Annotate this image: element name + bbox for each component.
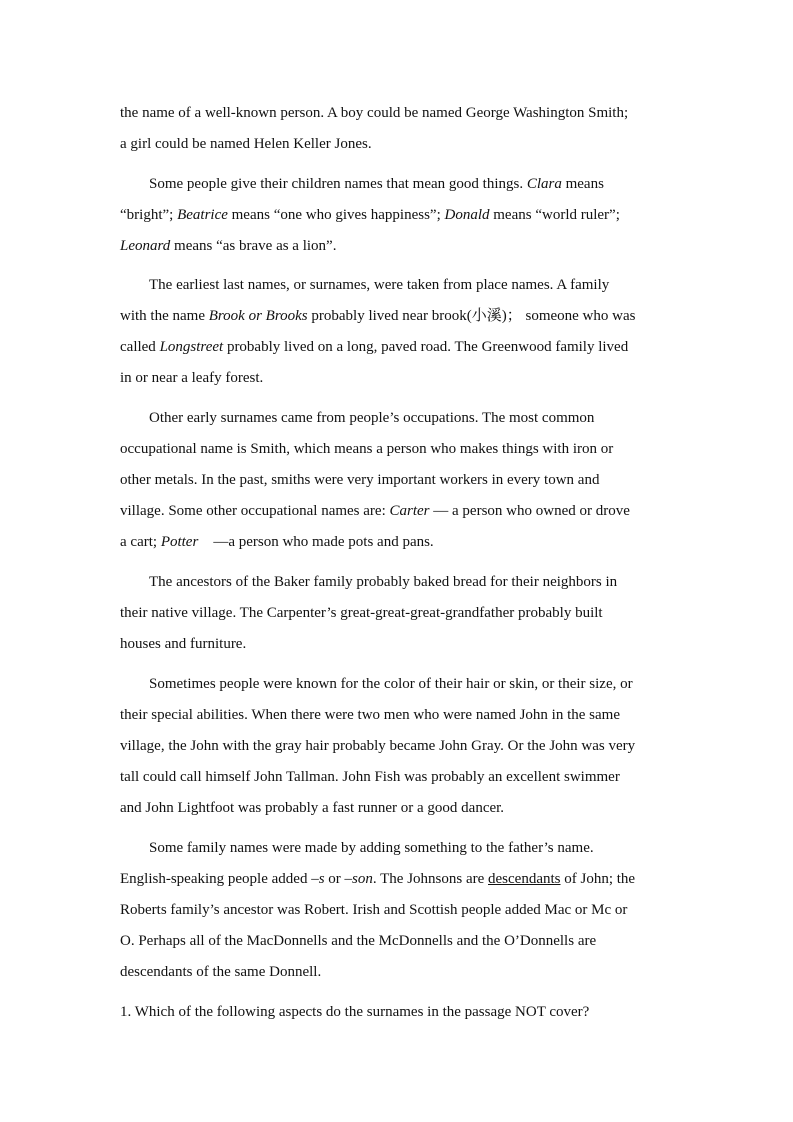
- text-line: [120, 237, 336, 255]
- text-line: [120, 307, 635, 325]
- text-line: houses and furniture.: [120, 636, 247, 652]
- name-clara: Clara: [526, 176, 562, 192]
- text-run: . The Johnsons are: [372, 871, 489, 887]
- text-run: or: [324, 871, 345, 887]
- name-potter: Potter: [160, 534, 199, 550]
- text-run: means “one who gives happiness”;: [227, 207, 445, 223]
- text-line: Sometimes people were known for the color of their hair or skin, or their size, or: [149, 676, 633, 692]
- text-run: Some people give their children names that mean good things.: [149, 176, 527, 192]
- text-line: their special abilities. When there were two men who were named John in the same: [120, 707, 620, 723]
- text-line: Roberts family’s ancestor was Robert. Irish and Scottish people added Mac or Mc or: [120, 902, 628, 918]
- text-run: probably lived near brook(小溪)； someone who was: [307, 308, 636, 324]
- text-line: in or near a leafy forest.: [120, 370, 264, 386]
- text-run: means “as brave as a lion”.: [170, 238, 337, 254]
- name-beatrice: Beatrice: [177, 207, 228, 223]
- text-line: other metals. In the past, smiths were very important workers in every town and: [120, 472, 600, 488]
- text-run: English-speaking people added: [120, 871, 312, 887]
- name-brook: Brook or Brooks: [208, 308, 308, 324]
- suffix-son: –son: [344, 871, 373, 887]
- text-line: descendants of the same Donnell.: [120, 964, 322, 980]
- text-line: their native village. The Carpenter’s great-great-great-grandfather probably built: [120, 605, 603, 621]
- text-line: [120, 533, 434, 551]
- text-line: Other early surnames came from people’s occupations. The most common: [149, 410, 595, 426]
- name-leonard: Leonard: [120, 238, 171, 254]
- question-text: 1. Which of the following aspects do the surnames in the passage NOT cover?: [120, 1004, 590, 1020]
- underlined-word-descendants: descendants: [488, 871, 561, 887]
- text-run: “bright”;: [120, 207, 178, 223]
- text-run: — a person who owned or drove: [429, 503, 630, 519]
- text-line: a girl could be named Helen Keller Jones.: [120, 136, 372, 152]
- text-run: means: [561, 176, 604, 192]
- text-line: [120, 338, 628, 356]
- text-line: [120, 502, 630, 520]
- suffix-s: –s: [311, 871, 325, 887]
- name-carter: Carter: [389, 503, 430, 519]
- text-run: with the name: [120, 308, 209, 324]
- text-run: —a person who made pots and pans.: [198, 534, 434, 550]
- text-line: occupational name is Smith, which means a person who makes things with iron or: [120, 441, 614, 457]
- text-line: [149, 175, 604, 193]
- text-line: The earliest last names, or surnames, were taken from place names. A family: [149, 277, 610, 293]
- text-run: called: [120, 339, 160, 355]
- text-run: means “world ruler”;: [489, 207, 620, 223]
- name-donald: Donald: [444, 207, 490, 223]
- text-run: probably lived on a long, paved road. The Greenwood family lived: [223, 339, 629, 355]
- text-run: village. Some other occupational names are:: [120, 503, 390, 519]
- text-line: Some family names were made by adding something to the father’s name.: [149, 840, 594, 856]
- text-line: village, the John with the gray hair probably became John Gray. Or the John was very: [120, 738, 636, 754]
- text-line: and John Lightfoot was probably a fast runner or a good dancer.: [120, 800, 505, 816]
- text-line: the name of a well-known person. A boy could be named George Washington Smith;: [120, 105, 629, 121]
- text-run: a cart;: [120, 534, 161, 550]
- text-run: of John; the: [560, 871, 636, 887]
- name-longstreet: Longstreet: [159, 339, 224, 355]
- text-line: The ancestors of the Baker family probably baked bread for their neighbors in: [149, 574, 618, 590]
- text-line: O. Perhaps all of the MacDonnells and the McDonnells and the O’Donnells are: [120, 933, 597, 949]
- text-line: [120, 206, 620, 224]
- text-line: tall could call himself John Tallman. John Fish was probably an excellent swimmer: [120, 769, 620, 785]
- text-line: [120, 870, 635, 888]
